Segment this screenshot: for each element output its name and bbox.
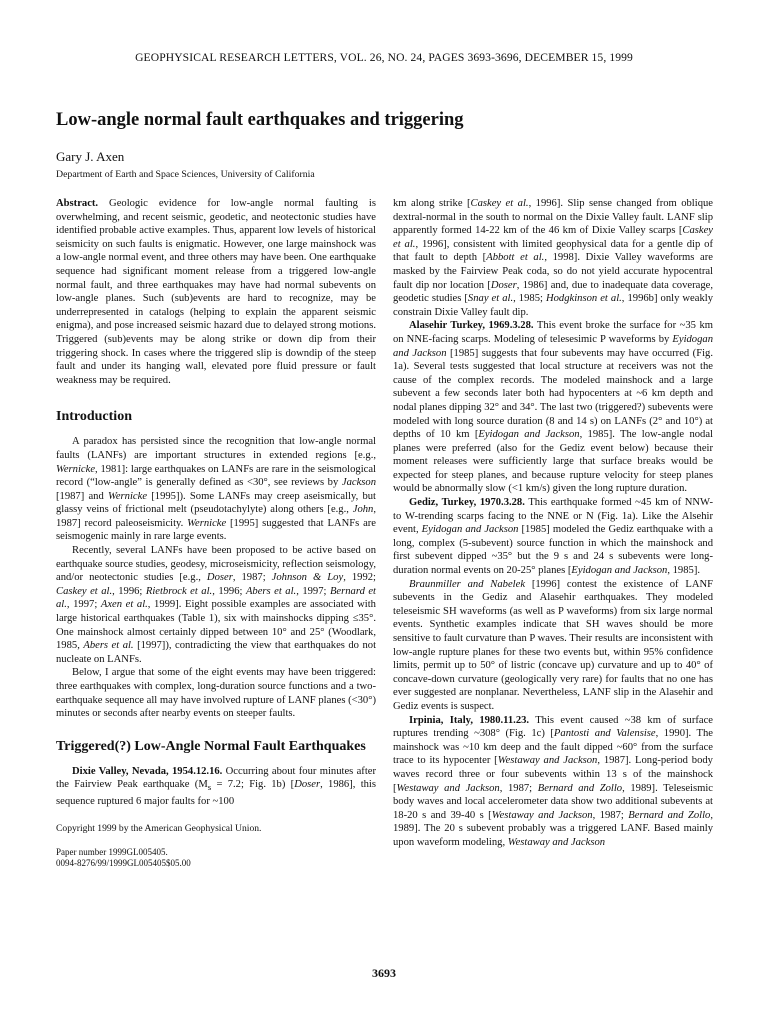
gediz-paragraph: Gediz, Turkey, 1970.3.28. This earthquake formed ~45 km of NNW- to W-trending scarps facing to the NNE or N (Fig. 1a). Like the Alsehir event, Eyidogan and Jackson [1985] modeled the Gediz earthquake with a long, complex (5-subevent) source function in which the mainshock and first subevent dipped ~35° but the 9 s and 24 s subevents were long-duration normal events on 20-25° planes [Eyidogan and Jackson, 1985]. <box>393 497 713 577</box>
dixie-valley-paragraph: Dixie Valley, Nevada, 1954.12.16. Occurring about four minutes after the Fairview Peak earthquake ($M_s = 7.2$; Fig. 1b) [Doser, 1986], this sequence ruptured 6 major faults for ~100 <box>56 765 376 808</box>
journal-header: GEOPHYSICAL RESEARCH LETTERS, VOL. 26, NO. 24, PAGES 3693-3696, DECEMBER 15, 1999 <box>135 51 633 64</box>
article-title: Low-angle normal fault earthquakes and triggering <box>56 110 464 130</box>
irpinia-paragraph: Irpinia, Italy, 1980.11.23. This event caused ~38 km of surface ruptures trending ~308° (Fig. 1c) [Pantosti and Valensise, 1990]. The mainshock was ~10 km deep and the fault dipped ~60° from the surface trace to its hypocenter [Westaway and Jackson, 1987]. Long-period body waves record three or four subevents within 13 s of the mainshock [Westaway and Jackson, 1987; Bernard and Zollo, 1989]. Teleseismic body waves and local accelerometer data show two additional subevents at 18-20 s and 39-40 s [Westaway and Jackson, 1987; Bernard and Zollo, 1989]. The 20 s subevent probably was a triggered LANF. Based mainly upon waveform modeling, Westaway and Jackson <box>393 714 714 848</box>
abstract <box>56 197 376 387</box>
abstract-text: Geologic evidence for low-angle normal faulting is overwhelming, and recent seismic, geodetic, and neotectonic studies have identified probable active examples. Thus, apparent low levels of historical seismicity on such faults is enigmatic. However, one large mainshock was a low-angle normal event, and three others may have been. One earthquake sequence had significant moment release from a triggered low-angle normal fault, and three earthquakes may have had normal subevents on low-angle planes. Such (sub)events are hard to recognize, may be underrepresented in catalogs (helping to explain the apparent seismic enigma), and pose increased seismic hazard due to delayed strong motions. Triggered (sub)events may be along strike or down dip from their triggering shock. In cases where the triggered slip is downdip of the steep fault and under its hanging wall, elevated pore fluid pressure or fault weakness may be required. <box>56 198 376 386</box>
issn-code: 0094-8276/99/1999GL005405$05.00 <box>56 858 191 869</box>
braunmiller-paragraph: Braunmiller and Nabelek [1996] contest the existence of LANF subevents in the Gediz and Alasehir earthquakes. They modeled teleseismic SH waveforms (as well as P waveforms) from six large normal events. Synthetic examples indicate that SH waves should be more sensitive to fault curvature than P waves. Their results are inconsistent with low-angle rupture planes for these two events but, within 95% confidence limits, permit up to 50° of listric (concave up) curvature and up to 40° of concave-down curvature (geologically very rare) for faults that no one has ever suggested are nonplanar. Nevertheless, LANF slip in the Alasehir and Gediz events is suspect. <box>393 578 714 712</box>
triggered-heading: Triggered(?) Low-Angle Normal Fault Earthquakes <box>56 738 366 754</box>
right-column <box>393 197 713 850</box>
paper-number: Paper number 1999GL005405. 0094-8276/99/1999GL005405$05.00 <box>56 846 191 869</box>
intro-paragraph-3: Below, I argue that some of the eight events may have been triggered: three earthquakes with complex, long-duration source functions and a two-earthquake sequence all may have involved rupture of LANF planes (<30°) minutes or seconds after nearby events on steeper faults. <box>56 667 376 720</box>
alasehir-paragraph: Alasehir Turkey, 1969.3.28. This event broke the surface for ~35 km on NNE-facing scarps. Modeling of telesesimic P waveforms by Eyidogan and Jackson [1985] suggests that four subevents may have occurred (Fig. 1a). Several tests suggested that local structure at receivers was not the cause of the complex records. The modeled mainshock and a large subevent a few seconds later both had hypocenters at ~6 km depth and nodal planes dipping 32° and 34°. The last two (triggered?) subevents were modeled with long source duration (8 and 14 s) on LANFs (2° and 10°) at depths of 10 km [Eyidogan and Jackson, 1985]. The low-angle nodal planes were preferred (also for the Gediz event below) because their moment releases were sufficiently large that surface breaks would be expected for steep planes, and because rupture velocity for steep planes would be abnormally slow (<1 km/s) given the long rupture duration. <box>393 320 713 495</box>
intro-paragraph-2: Recently, several LANFs have been proposed to be active based on earthquake source studies, geodesy, microseismicity, reflection seismology, and/or neotectonic studies [e.g., Doser, 1987; Johnson & Loy, 1992; Caskey et al., 1996; Rietbrock et al., 1996; Abers et al., 1997; Bernard et al., 1997; Axen et al., 1999]. Eight possible examples are associated with large historical earthquakes (Table 1), six with mainshocks dipping ≤35°. One mainshock almost certainly dipped between 10° and 25° (Woodlark, 1985, Abers et al. [1997]), contradicting the view that earthquakes do not nucleate on LANFs. <box>56 545 377 665</box>
page-number: 3693 <box>372 966 396 980</box>
copyright-notice: Copyright 1999 by the American Geophysical Union. <box>56 822 262 834</box>
dixie-valley-continued: km along strike [Caskey et al., 1996]. Slip sense changed from oblique dextral-normal in the south to normal on the Dixie Valley fault. LANF slip apparently formed 14-22 km of the 46 km of Dixie Valley scarps [Caskey et al., 1996], consistent with limited geophysical data for a gentle dip of that fault to depth [Abbott et al., 1998]. Dixie Valley waveforms are masked by the Fairview Peak coda, so do not yield accurate hypocentral fault dip nor location [Doser, 1986] and, due to inadequate data coverage, geodetic studies [Snay et al., 1985; Hodgkinson et al., 1996b] only weakly constrain Dixie Valley fault dip. <box>393 198 714 318</box>
introduction-heading: Introduction <box>56 409 132 425</box>
author-affiliation: Department of Earth and Space Sciences, University of California <box>56 169 315 180</box>
intro-paragraph-1: A paradox has persisted since the recognition that low-angle normal faults (LANFs) are important structures in extended regions [e.g., Wernicke, 1981]: large earthquakes on LANFs are rare in the seismological record (“low-angle” is generally defined as <30°, see reviews by Jackson [1987] and Wernicke [1995]). Some LANFs may creep aseismically, but glassy veins of frictional melt (pseudotachylyte) along others [e.g., John, 1987] record paleoseismicity. Wernicke [1995] suggested that LANFs are seismogenic mainly in rare large events. <box>56 436 377 543</box>
left-column <box>56 197 376 870</box>
abstract-label: Abstract. <box>56 198 99 209</box>
author-name: Gary J. Axen <box>56 149 125 164</box>
